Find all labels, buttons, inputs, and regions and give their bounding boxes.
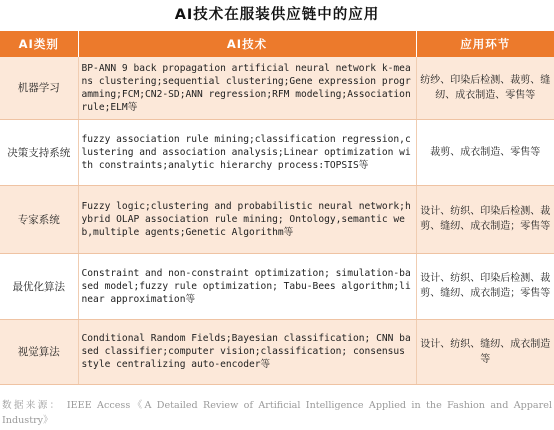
header-application-stage: 应用环节 [416, 31, 554, 57]
header-ai-category: AI类别 [0, 31, 78, 57]
category-cell: 决策支持系统 [0, 119, 78, 185]
table-row [0, 253, 554, 319]
table-title: AI技术在服装供应链中的应用 [174, 7, 380, 23]
application-cell: 裁剪、成衣制造、零售等 [416, 119, 554, 185]
technology-cell: fuzzy association rule mining;classification regression,clustering and association analysis;Linear optimization with constraints;analytic hierarchy process:TOPSIS等 [78, 119, 416, 185]
category-cell: 视觉算法 [0, 319, 78, 384]
ai-applications-table [0, 31, 554, 385]
table-row [0, 185, 554, 253]
category-cell: 机器学习 [0, 57, 78, 119]
technology-cell: Constraint and non-constraint optimization; simulation-based model;fuzzy rule optimization; Tabu-Bees algorithm;linear approximation等 [78, 253, 416, 319]
header-ai-technology: AI技术 [78, 31, 416, 57]
data-source-note: 数据来源： IEEE Access《A Detailed Review of Artificial Intelligence Applied in the Fashion and Apparel Industry》 [2, 400, 552, 426]
technology-cell: Conditional Random Fields;Bayesian classification; CNN based classifier;computer vision;classification; consensus style centralizing auto-encoder等 [78, 319, 416, 384]
technology-cell: BP-ANN 9 back propagation artificial neural network k-means clustering;sequential clustering;Gene expression programming;FCM;CN2-SD;ANN regression;RFM modeling;Association rule;ELM等 [78, 57, 416, 119]
application-cell: 设计、纺织、印染后检测、裁剪、缝纫、成衣制造；零售等 [416, 253, 554, 319]
application-cell: 纺纱、印染后检测、裁剪、缝纫、成衣制造、零售等 [416, 57, 554, 119]
table-row [0, 57, 554, 119]
header-row [0, 31, 554, 57]
category-cell: 最优化算法 [0, 253, 78, 319]
application-cell: 设计、纺织、印染后检测、裁剪、缝纫、成衣制造；零售等 [416, 185, 554, 253]
technology-cell: Fuzzy logic;clustering and probabilistic neural network;hybrid OLAP association rule mining; Ontology,semantic web,multiple agents;Genetic Algorithm等 [78, 185, 416, 253]
category-cell: 专家系统 [0, 185, 78, 253]
table-row [0, 319, 554, 384]
application-cell: 设计、纺织、缝纫、成衣制造等 [416, 319, 554, 384]
table-row [0, 119, 554, 185]
